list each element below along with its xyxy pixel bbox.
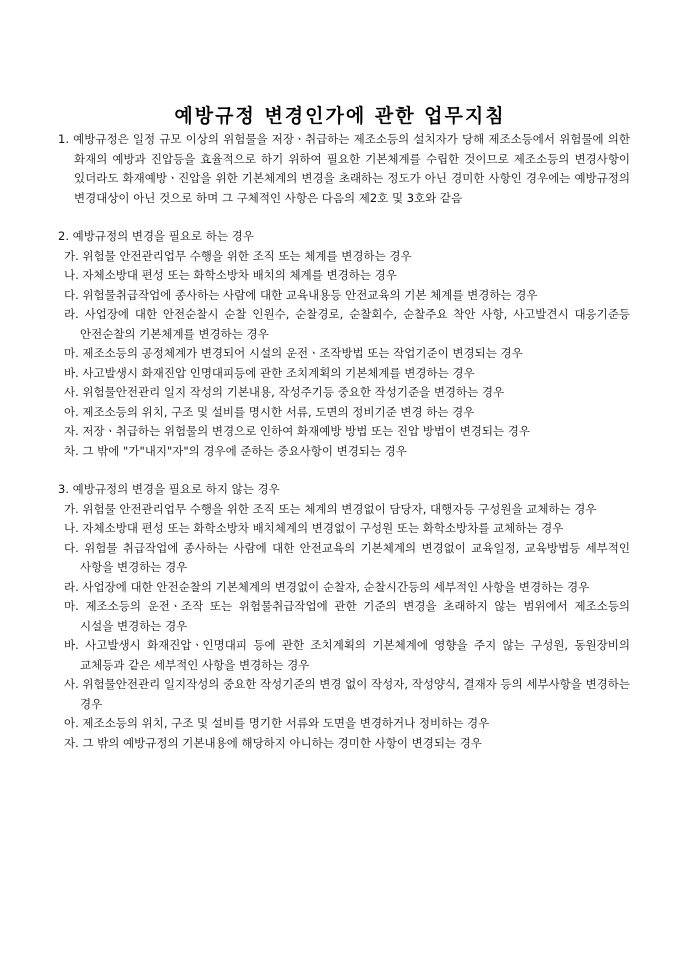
list-item: 가. 위험물 안전관리업무 수행을 위한 조직 또는 체계의 변경없이 담당자, 대행자등 구성원을 교체하는 경우 [64,501,597,516]
list-item: 사. 위험물안전관리 일지 작성의 기본내용, 작성주기등 중요한 작성기준을 변경하는 경우 [64,385,505,399]
list-item: 다. 위험물 취급작업에 종사하는 사람에 대한 안전교육의 기본체계의 변경없이 교육일정, 교육방법등 세부적인 사항을 변경하는 경우 [64,540,630,574]
list-item: 다. 위험물취급작업에 종사하는 사람에 대한 교육내용등 안전교육의 기본 체계를 변경하는 경우 [64,287,538,302]
section-3-heading: 3. 예방규정의 변경을 필요로 하지 않는 경우 [58,482,280,496]
section-3-list [58,500,630,754]
list-item: 나. 자체소방대 편성 또는 화학소방차 배치체계의 변경없이 구성원 또는 화학소방차를 교체하는 경우 [64,521,564,535]
list-item: 마. 제조소등의 공정체계가 변경되어 시설의 운전ㆍ조작방법 또는 작업기준이 변경되는 경우 [64,346,523,360]
list-item: 자. 그 밖의 예방규정의 기본내용에 해당하지 아니하는 경미한 사항이 변경되는 경우 [64,735,482,750]
list-item: 아. 제조소등의 위치, 구조 및 설비를 명기한 서류와 도면을 변경하거나 정비하는 경우 [64,716,490,730]
list-item: 사. 위험물안전관리 일지작성의 중요한 작성기준의 변경 없이 작성자, 작성양식, 결재자 등의 세부사항을 변경하는 경우 [64,677,630,711]
list-item: 라. 사업장에 대한 안전순찰시 순찰 인원수, 순찰경로, 순찰회수, 순찰주요 착안 사항, 사고발견시 대응기준등 안전순찰의 기본체계를 변경하는 경우 [64,307,630,341]
section-1 [58,130,630,208]
section-2-list [58,247,630,462]
list-item: 바. 사고발생시 화재진압 인명대피등에 관한 조치계획의 기본체계를 변경하는 경우 [64,365,475,380]
list-item: 바. 사고발생시 화재진압ㆍ인명대피 등에 관한 조치계획의 기본체계에 영향을 주지 않는 구성원, 동원장비의 교체등과 같은 세부적인 사항을 변경하는 경우 [64,638,630,672]
list-item: 마. 제조소등의 운전ㆍ조작 또는 위험물취급작업에 관한 기준의 변경을 초래하지 않는 범위에서 제조소등의 시설을 변경하는 경우 [64,599,630,633]
list-item: 라. 사업장에 대한 안전순찰의 기본체계의 변경없이 순찰자, 순찰시간등의 세부적인 사항을 변경하는 경우 [64,579,590,594]
list-item: 가. 위험물 안전관리업무 수행을 위한 조직 또는 체계를 변경하는 경우 [64,248,412,263]
section-2-heading: 2. 예방규정의 변경을 필요로 하는 경우 [58,229,254,243]
list-item: 나. 자체소방대 편성 또는 화학소방차 배치의 체계를 변경하는 경우 [64,268,397,282]
document-title: 예방규정 변경인가에 관한 업무지침 [174,104,506,127]
section-2 [58,227,630,461]
document-body [58,130,630,753]
list-item: 아. 제조소등의 위치, 구조 및 설비를 명시한 서류, 도면의 정비기준 변경 하는 경우 [64,404,475,419]
section-3 [58,480,630,753]
list-item: 자. 저장ㆍ취급하는 위험물의 변경으로 인하여 화재예방 방법 또는 진압 방법이 변경되는 경우 [64,424,531,438]
section-1-paragraph: 1. 예방규정은 일정 규모 이상의 위험물을 저장ㆍ취급하는 제조소등의 설치자가 당해 제조소등에서 위험물에 의한 화재의 예방과 진압등을 효율적으로 하기 위하여 필요한 기본체계를 수립한 것이므로 제조소등의 변경사항이 있더라도 화재예방ㆍ진압을 위한 기본체계의 변경을 초래하는 정도가 아닌 경미한 사항인 경우에는 예방규정의 변경대상이 아닌 것으로 하며 그 구체적인 사항은 다음의 제2호 및 3호와 같음 [58,132,630,205]
list-item: 차. 그 밖에 "가"내지"자"의 경우에 준하는 중요사항이 변경되는 경우 [64,443,407,458]
